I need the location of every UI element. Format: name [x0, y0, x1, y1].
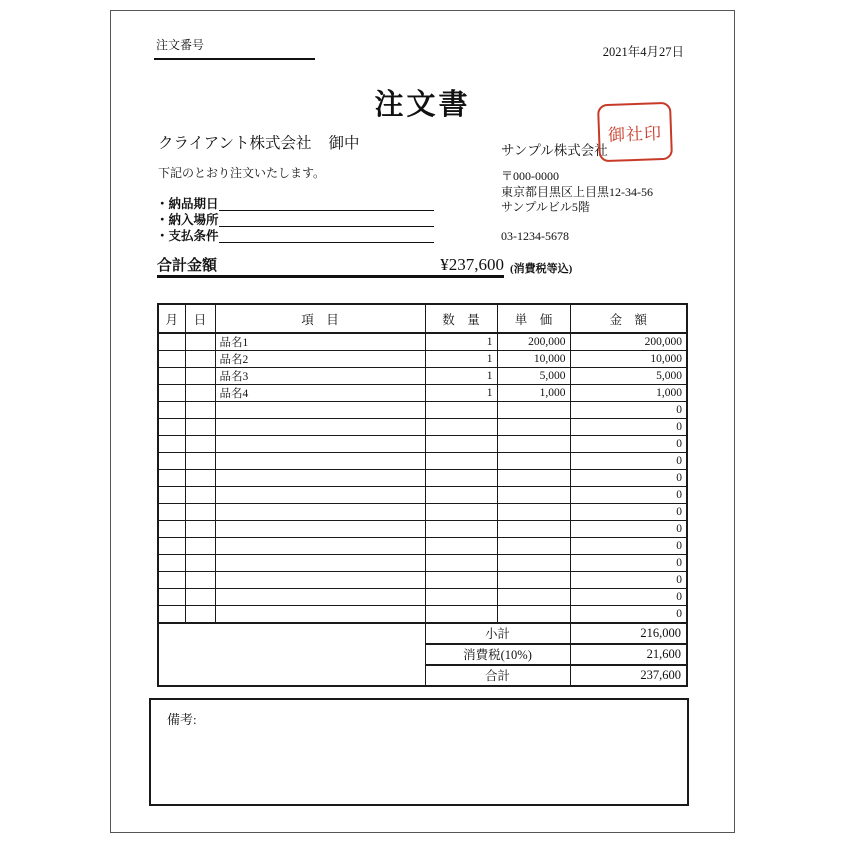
- summary-label: 小計: [425, 623, 570, 644]
- cell-qty: [425, 589, 497, 606]
- remarks-box: [149, 698, 689, 806]
- header-qty: 数 量: [425, 304, 497, 333]
- cell-amount: 0: [570, 504, 687, 521]
- field-blank-line: [219, 227, 434, 243]
- field-label: ・納入場所: [156, 213, 219, 227]
- cell-month: [158, 521, 185, 538]
- table-row: [158, 606, 687, 623]
- items-table: [157, 303, 688, 687]
- cell-unit: [497, 572, 570, 589]
- supplier-phone: 03-1234-5678: [501, 229, 569, 243]
- grand-total-row: [157, 255, 504, 278]
- cell-month: [158, 572, 185, 589]
- table-row: [158, 572, 687, 589]
- header-row: [158, 304, 687, 333]
- cell-qty: 1: [425, 368, 497, 385]
- cell-unit: [497, 555, 570, 572]
- cell-amount: 10,000: [570, 351, 687, 368]
- summary-label: 合計: [425, 665, 570, 686]
- cell-item: [215, 487, 425, 504]
- cell-item: [215, 555, 425, 572]
- cell-unit: [497, 504, 570, 521]
- supplier-address-block: [501, 169, 653, 216]
- page-title: 注文書: [374, 89, 471, 121]
- table-row: [158, 419, 687, 436]
- header-unit-price: 単 価: [497, 304, 570, 333]
- cell-item: [215, 606, 425, 623]
- summary-value: 216,000: [570, 623, 687, 644]
- grand-total-amount: ¥237,600: [440, 255, 504, 274]
- cell-qty: [425, 453, 497, 470]
- cell-day: [185, 419, 215, 436]
- stamp-text: 御社印: [607, 123, 663, 145]
- cell-unit: [497, 470, 570, 487]
- order-sheet-page: [110, 10, 735, 833]
- cell-amount: 0: [570, 538, 687, 555]
- table-row: [158, 589, 687, 606]
- table-row: [158, 436, 687, 453]
- cell-unit: [497, 538, 570, 555]
- cell-item: 品名3: [215, 368, 425, 385]
- summary-label: 消費税(10%): [425, 644, 570, 665]
- supplier-address-line2: サンプルビル5階: [501, 200, 590, 215]
- cell-month: [158, 589, 185, 606]
- cell-item: 品名2: [215, 351, 425, 368]
- table-row: [158, 402, 687, 419]
- cell-amount: 0: [570, 453, 687, 470]
- cell-item: [215, 538, 425, 555]
- table-row: [158, 538, 687, 555]
- cell-amount: 1,000: [570, 385, 687, 402]
- supplier-address-line1: 東京都目黒区上目黒12-34-56: [501, 184, 653, 199]
- cell-day: [185, 402, 215, 419]
- cell-qty: 1: [425, 351, 497, 368]
- cell-month: [158, 385, 185, 402]
- cell-item: [215, 572, 425, 589]
- cell-unit: [497, 402, 570, 419]
- cell-month: [158, 538, 185, 555]
- cell-unit: [497, 589, 570, 606]
- field-blank-line: [219, 211, 434, 227]
- field-label: ・支払条件: [156, 229, 219, 243]
- cell-qty: [425, 606, 497, 623]
- cell-month: [158, 504, 185, 521]
- cell-qty: [425, 419, 497, 436]
- cell-unit: 200,000: [497, 333, 570, 351]
- cell-unit: [497, 606, 570, 623]
- cell-unit: [497, 521, 570, 538]
- cell-day: [185, 538, 215, 555]
- cell-month: [158, 555, 185, 572]
- summary-value: 21,600: [570, 644, 687, 665]
- cell-amount: 0: [570, 402, 687, 419]
- cell-item: [215, 419, 425, 436]
- header-item: 項 目: [215, 304, 425, 333]
- order-number-label: 注文番号: [156, 38, 205, 52]
- intro-text: 下記のとおり注文いたします。: [158, 166, 326, 180]
- cell-qty: [425, 538, 497, 555]
- cell-day: [185, 453, 215, 470]
- cell-month: [158, 606, 185, 623]
- cell-day: [185, 606, 215, 623]
- cell-month: [158, 333, 185, 351]
- grand-total-label: 合計金額: [157, 258, 218, 274]
- cell-day: [185, 436, 215, 453]
- cell-month: [158, 436, 185, 453]
- cell-item: [215, 589, 425, 606]
- cell-qty: [425, 521, 497, 538]
- order-fields: [156, 196, 434, 244]
- cell-qty: [425, 436, 497, 453]
- tax-included-note: (消費税等込): [510, 263, 573, 275]
- cell-item: [215, 436, 425, 453]
- cell-qty: [425, 470, 497, 487]
- cell-amount: 0: [570, 487, 687, 504]
- cell-day: [185, 487, 215, 504]
- cell-month: [158, 402, 185, 419]
- cell-amount: 0: [570, 436, 687, 453]
- field-payment-terms: [156, 228, 434, 244]
- table-row: [158, 504, 687, 521]
- cell-unit: [497, 419, 570, 436]
- cell-amount: 0: [570, 555, 687, 572]
- cell-qty: [425, 572, 497, 589]
- cell-day: [185, 504, 215, 521]
- document-date: 2021年4月27日: [602, 45, 684, 59]
- cell-amount: 0: [570, 606, 687, 623]
- cell-item: 品名1: [215, 333, 425, 351]
- cell-amount: 0: [570, 419, 687, 436]
- client-name: クライアント株式会社: [158, 135, 312, 152]
- cell-unit: [497, 436, 570, 453]
- cell-day: [185, 572, 215, 589]
- table-row: [158, 453, 687, 470]
- header-amount: 金 額: [570, 304, 687, 333]
- cell-amount: 200,000: [570, 333, 687, 351]
- cell-amount: 0: [570, 470, 687, 487]
- cell-month: [158, 351, 185, 368]
- cell-unit: [497, 487, 570, 504]
- supplier-name: サンプル株式会社: [501, 143, 608, 158]
- table-row: [158, 555, 687, 572]
- table-row: [158, 368, 687, 385]
- table-row: [158, 351, 687, 368]
- table-row: [158, 521, 687, 538]
- cell-item: 品名4: [215, 385, 425, 402]
- cell-unit: [497, 453, 570, 470]
- cell-item: [215, 453, 425, 470]
- cell-month: [158, 419, 185, 436]
- cell-qty: 1: [425, 385, 497, 402]
- summary-blank-cell: [158, 623, 425, 686]
- summary-row: [158, 623, 687, 644]
- client-honorific: 御中: [328, 135, 360, 152]
- cell-day: [185, 368, 215, 385]
- cell-qty: [425, 487, 497, 504]
- cell-unit: 1,000: [497, 385, 570, 402]
- supplier-postal-code: 〒000-0000: [501, 169, 559, 183]
- header-day: 日: [185, 304, 215, 333]
- summary-value: 237,600: [570, 665, 687, 686]
- cell-qty: [425, 504, 497, 521]
- cell-day: [185, 521, 215, 538]
- cell-qty: 1: [425, 333, 497, 351]
- cell-month: [158, 487, 185, 504]
- table-row: [158, 385, 687, 402]
- cell-day: [185, 589, 215, 606]
- table-row: [158, 487, 687, 504]
- items-tbody: [158, 333, 687, 623]
- cell-month: [158, 453, 185, 470]
- company-seal-stamp: [597, 102, 673, 163]
- cell-month: [158, 368, 185, 385]
- table-row: [158, 470, 687, 487]
- cell-unit: 10,000: [497, 351, 570, 368]
- cell-item: [215, 521, 425, 538]
- remarks-label: 備考:: [167, 712, 197, 727]
- header-month: 月: [158, 304, 185, 333]
- cell-qty: [425, 555, 497, 572]
- items-table-header: [158, 304, 687, 333]
- cell-amount: 5,000: [570, 368, 687, 385]
- cell-item: [215, 470, 425, 487]
- cell-month: [158, 470, 185, 487]
- cell-item: [215, 402, 425, 419]
- cell-day: [185, 333, 215, 351]
- summary-tbody: [158, 623, 687, 686]
- client-name-line: [158, 131, 359, 153]
- cell-amount: 0: [570, 521, 687, 538]
- field-label: ・納品期日: [156, 197, 219, 211]
- cell-unit: 5,000: [497, 368, 570, 385]
- cell-day: [185, 351, 215, 368]
- field-blank-line: [219, 195, 434, 211]
- table-row: [158, 333, 687, 351]
- cell-qty: [425, 402, 497, 419]
- cell-day: [185, 385, 215, 402]
- cell-amount: 0: [570, 589, 687, 606]
- order-number-line: [154, 58, 315, 60]
- cell-day: [185, 470, 215, 487]
- cell-day: [185, 555, 215, 572]
- cell-item: [215, 504, 425, 521]
- cell-amount: 0: [570, 572, 687, 589]
